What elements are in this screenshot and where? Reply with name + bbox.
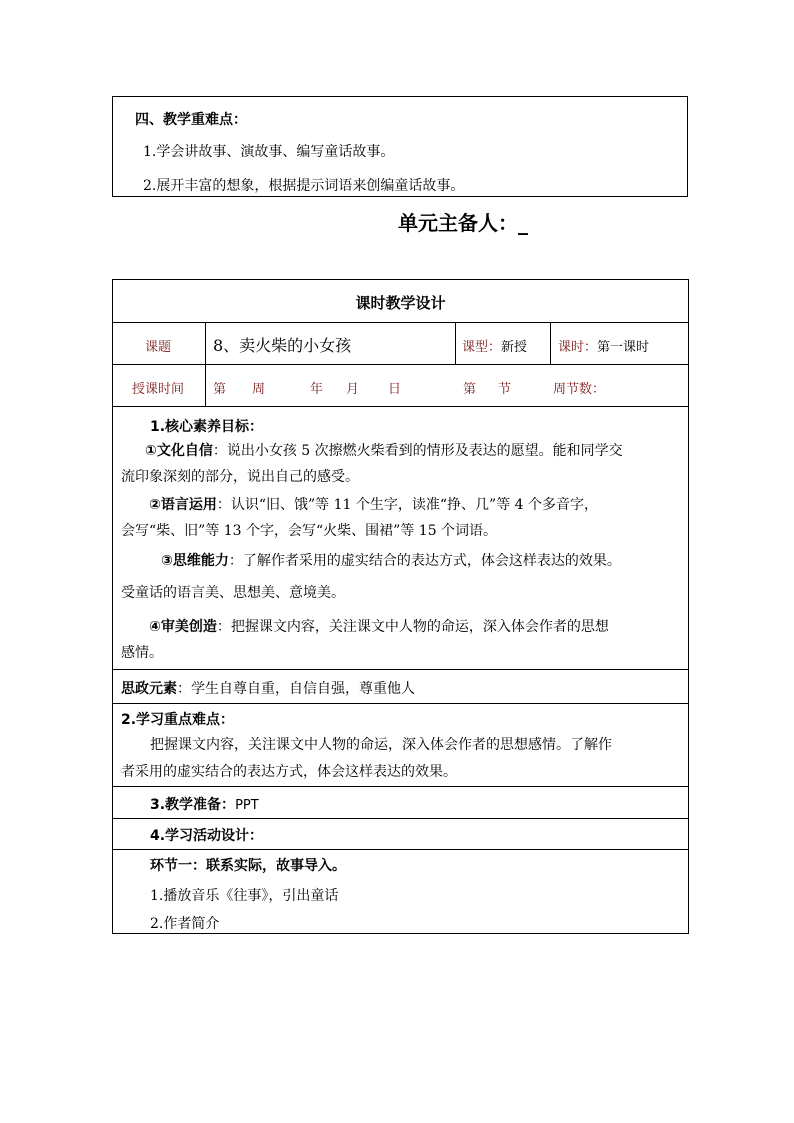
goal-1 [121,438,686,490]
goals-heading: 1.核心素养目标： [150,419,264,435]
ideology-label: 思政元素 [121,681,177,697]
key-points-box [112,96,688,197]
table-title: 课时教学设计 [355,294,446,312]
goal-4-text-b: 感情。 [121,645,163,661]
lesson-period-label: 课时： [558,340,598,355]
lesson-type-value: 新授 [501,340,528,355]
topic-label: 课题 [145,340,172,355]
goal-1-text-a: ：说出小女孩 5 次擦燃火柴看到的情形及表达的愿望。能和同学交 [212,443,623,459]
goal-3-extra: 受童话的语言美、思想美、意境美。 [121,585,345,601]
goal-1-text-b: 流印象深刻的部分，说出自己的感受。 [121,469,359,485]
ideology-text: ：学生自尊自重，自信自强，尊重他人 [177,681,415,697]
time-day: 日 [388,382,402,397]
goal-3-text: ：了解作者采用的虚实结合的表达方式，体会这样表达的效果。 [228,553,621,569]
goal-1-tag: ①文化自信 [145,443,213,459]
key-points-heading: 四、教学重难点： [135,112,247,128]
learning-focus-line-1: 把握课文内容，关注课文中人物的命运，深入体会作者的思想感情。了解作 [150,737,612,753]
key-point-item-2: 2.展开丰富的想象，根据提示词语来创编童话故事。 [143,178,465,194]
time-label: 授课时间 [132,382,185,397]
time-year: 年 [310,382,324,397]
table-rule [205,322,206,406]
goal-4 [121,614,686,666]
lesson-type [462,336,527,355]
table-rule [550,322,551,364]
stage-1-heading: 环节一：联系实际，故事导入。 [150,858,346,874]
lesson-type-label: 课型： [462,340,502,355]
time-di-2: 第 [463,382,477,397]
time-section: 节 [498,382,512,397]
lesson-period [558,336,649,355]
activities-heading: 4.学习活动设计： [150,828,264,844]
learning-focus-line-2: 者采用的虚实结合的表达方式，体会这样表达的效果。 [121,764,457,780]
time-week: 周 [252,382,266,397]
table-rule [113,703,688,704]
table-rule [455,322,456,364]
goal-2-text-b: 会写“柴、旧”等 13 个字，会写“火柴、围裙”等 15 个词语。 [121,523,498,539]
unit-author: 单元主备人：_ [398,211,528,235]
goal-3-tag: ③思维能力 [161,553,229,569]
table-rule [113,406,688,407]
activity-step-1: 1.播放音乐《往事》，引出童话 [150,888,339,904]
goal-2-tag: ②语言运用 [149,497,217,513]
table-rule [113,786,688,787]
activity-step-2: 2.作者简介 [150,916,220,932]
goal-4-tag: ④审美创造 [149,619,217,635]
time-month: 月 [346,382,360,397]
ideology-element [121,678,415,698]
teaching-prep [150,794,259,814]
lesson-design-table [112,279,689,934]
table-rule [113,849,688,850]
table-rule [113,364,688,365]
weekly-periods: 周节数： [553,382,606,397]
goal-3 [161,550,621,570]
goal-2-text-a: ：认识“旧、饿”等 11 个生字，读准“挣、几”等 4 个多音字， [216,497,599,513]
learning-focus-heading: 2.学习重点难点： [121,712,235,728]
table-rule [113,669,688,670]
topic-value: 8、卖火柴的小女孩 [213,336,352,355]
key-point-item-1: 1.学会讲故事、演故事、编写童话故事。 [143,144,395,160]
time-di-1: 第 [213,382,227,397]
lesson-period-value: 第一课时 [597,340,650,355]
goal-2 [121,492,686,544]
teaching-prep-label: 3.教学准备： [150,797,236,813]
goal-4-text-a: ：把握课文内容，关注课文中人物的命运，深入体会作者的思想 [216,619,609,635]
teaching-prep-value: PPT [235,798,259,813]
table-rule [113,322,688,323]
table-rule [113,818,688,819]
